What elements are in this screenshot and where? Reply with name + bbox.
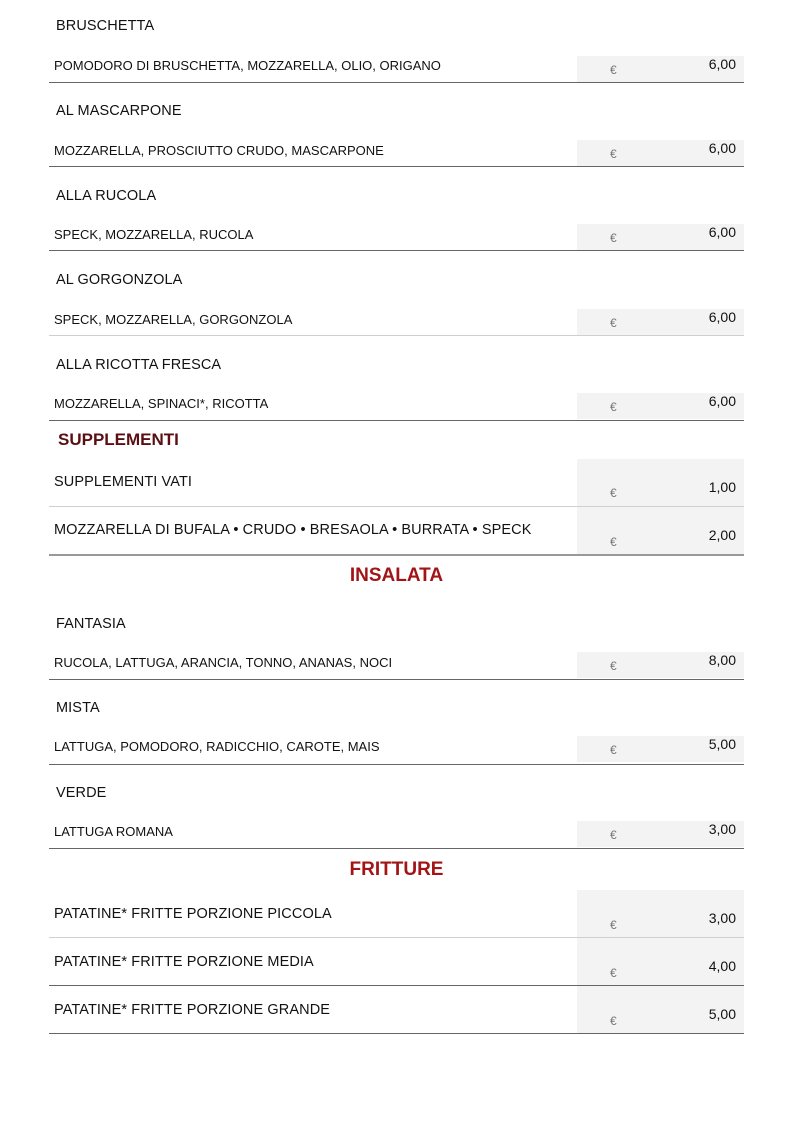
- divider: [49, 166, 744, 167]
- item-price: 3,00: [708, 910, 736, 926]
- divider: [49, 848, 744, 849]
- item-description: MOZZARELLA, SPINACI*, RICOTTA: [54, 396, 269, 411]
- price-box: [577, 56, 744, 82]
- item-name: ALLA RUCOLA: [56, 188, 157, 204]
- divider: [49, 250, 744, 251]
- item-price: 3,00: [708, 821, 736, 837]
- item-name: PATATINE* FRITTE PORZIONE MEDIA: [54, 954, 314, 970]
- item-name: MISTA: [56, 700, 100, 716]
- category-title-fritture: FRITTURE: [349, 859, 444, 880]
- item-name: PATATINE* FRITTE PORZIONE PICCOLA: [54, 906, 332, 922]
- item-price: 6,00: [708, 393, 736, 409]
- item-name: AL GORGONZOLA: [56, 272, 183, 288]
- price-box: [577, 393, 744, 419]
- item-description: LATTUGA ROMANA: [54, 824, 173, 839]
- price-box: [577, 890, 744, 937]
- menu-item-supplementi-vati: [49, 459, 744, 507]
- item-name: BRUSCHETTA: [56, 18, 155, 34]
- euro-icon: €: [610, 659, 617, 673]
- price-box: [577, 986, 744, 1033]
- item-name: MOZZARELLA DI BUFALA • CRUDO • BRESAOLA • BURRATA • SPECK: [54, 522, 532, 538]
- menu-item-patatine-piccola: [49, 890, 744, 938]
- euro-icon: €: [610, 231, 617, 245]
- item-name: AL MASCARPONE: [56, 103, 182, 119]
- item-name: SUPPLEMENTI VATI: [54, 474, 193, 490]
- item-description: MOZZARELLA, PROSCIUTTO CRUDO, MASCARPONE: [54, 143, 384, 158]
- item-price: 1,00: [708, 479, 736, 495]
- item-description: SPECK, MOZZARELLA, GORGONZOLA: [54, 312, 293, 327]
- item-description: LATTUGA, POMODORO, RADICCHIO, CAROTE, MAIS: [54, 739, 380, 754]
- price-box: [577, 821, 744, 847]
- price-box: [577, 309, 744, 335]
- category-title-insalata: INSALATA: [349, 565, 444, 586]
- item-description: SPECK, MOZZARELLA, RUCOLA: [54, 227, 254, 242]
- euro-icon: €: [610, 535, 617, 549]
- item-price: 6,00: [708, 309, 736, 325]
- menu-item-al-gorgonzola: [49, 252, 744, 336]
- divider: [49, 335, 744, 336]
- item-price: 2,00: [708, 527, 736, 543]
- item-description: RUCOLA, LATTUGA, ARANCIA, TONNO, ANANAS, NOCI: [54, 655, 393, 670]
- menu-item-verde: [49, 766, 744, 850]
- euro-icon: €: [610, 147, 617, 161]
- menu-item-patatine-grande: [49, 986, 744, 1034]
- item-price: 6,00: [708, 56, 736, 72]
- price-box: [577, 459, 744, 506]
- menu-item-al-mascarpone: [49, 84, 744, 168]
- price-box: [577, 140, 744, 166]
- euro-icon: €: [610, 486, 617, 500]
- item-price: 8,00: [708, 652, 736, 668]
- item-price: 5,00: [708, 1006, 736, 1022]
- euro-icon: €: [610, 966, 617, 980]
- divider: [49, 679, 744, 680]
- euro-icon: €: [610, 1014, 617, 1028]
- item-name: PATATINE* FRITTE PORZIONE GRANDE: [54, 1002, 331, 1018]
- euro-icon: €: [610, 400, 617, 414]
- price-box: [577, 736, 744, 762]
- item-name: FANTASIA: [56, 616, 126, 632]
- item-description: POMODORO DI BRUSCHETTA, MOZZARELLA, OLIO, ORIGANO: [54, 58, 441, 73]
- euro-icon: €: [610, 828, 617, 842]
- price-box: [577, 938, 744, 985]
- divider: [49, 420, 744, 421]
- item-name: ALLA RICOTTA FRESCA: [56, 357, 222, 373]
- item-price: 6,00: [708, 224, 736, 240]
- euro-icon: €: [610, 743, 617, 757]
- menu-item-patatine-media: [49, 938, 744, 986]
- divider: [49, 82, 744, 83]
- euro-icon: €: [610, 918, 617, 932]
- price-box: [577, 224, 744, 250]
- section-title-supplementi: SUPPLEMENTI: [58, 430, 179, 449]
- item-price: 6,00: [708, 140, 736, 156]
- euro-icon: €: [610, 316, 617, 330]
- menu-item-fantasia: [49, 597, 744, 681]
- menu-item-supplementi-extra: [49, 507, 744, 555]
- divider: [49, 764, 744, 765]
- menu-item-bruschetta: [49, 0, 744, 84]
- menu-item-mista: [49, 681, 744, 765]
- divider: [49, 554, 744, 556]
- price-box: [577, 507, 744, 554]
- menu-item-alla-ricotta-fresca: [49, 337, 744, 421]
- price-box: [577, 652, 744, 678]
- menu-item-alla-rucola: [49, 168, 744, 252]
- euro-icon: €: [610, 63, 617, 77]
- item-price: 5,00: [708, 736, 736, 752]
- item-price: 4,00: [708, 958, 736, 974]
- item-name: VERDE: [56, 785, 107, 801]
- divider: [49, 1033, 744, 1034]
